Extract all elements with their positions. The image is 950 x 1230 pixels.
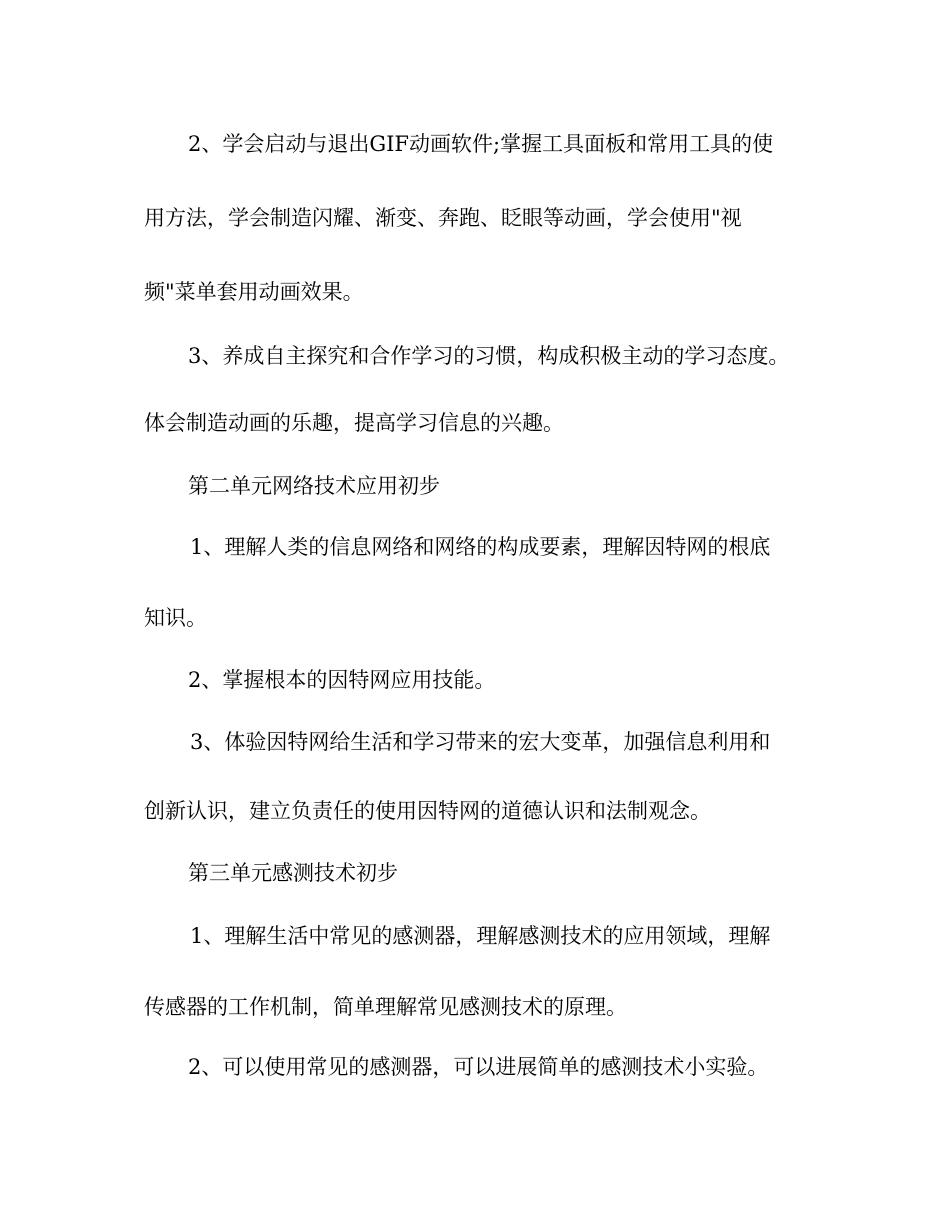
section-heading: 第三单元感测技术初步 [188,861,398,885]
paragraph-line: 1、理解生活中常见的感测器，理解感测技术的应用领域，理解 [190,924,771,948]
paragraph-line: 1、理解人类的信息网络和网络的构成要素，理解因特网的根底 [190,535,771,559]
paragraph-line: 传感器的工作机制，简单理解常见感测技术的原理。 [144,995,627,1019]
section-heading: 第二单元网络技术应用初步 [188,474,440,498]
paragraph-line: 知识。 [144,606,207,630]
paragraph-line: 2、可以使用常见的感测器，可以进展简单的感测技术小实验。 [188,1055,769,1079]
paragraph-line: 2、掌握根本的因特网应用技能。 [188,668,496,692]
paragraph-line: 体会制造动画的乐趣，提高学习信息的兴趣。 [144,411,564,435]
paragraph-line: 3、体验因特网给生活和学习带来的宏大变革，加强信息利用和 [190,730,771,754]
paragraph-line: 用方法，学会制造闪耀、渐变、奔跑、眨眼等动画，学会使用"视 [144,206,742,230]
paragraph-line: 3、养成自主探究和合作学习的习惯，构成积极主动的学习态度。 [188,344,790,368]
paragraph-line: 2、学会启动与退出GIF动画软件;掌握工具面板和常用工具的使 [188,132,774,156]
paragraph-line: 频"菜单套用动画效果。 [144,280,364,304]
paragraph-line: 创新认识，建立负责任的使用因特网的道德认识和法制观念。 [144,799,711,823]
